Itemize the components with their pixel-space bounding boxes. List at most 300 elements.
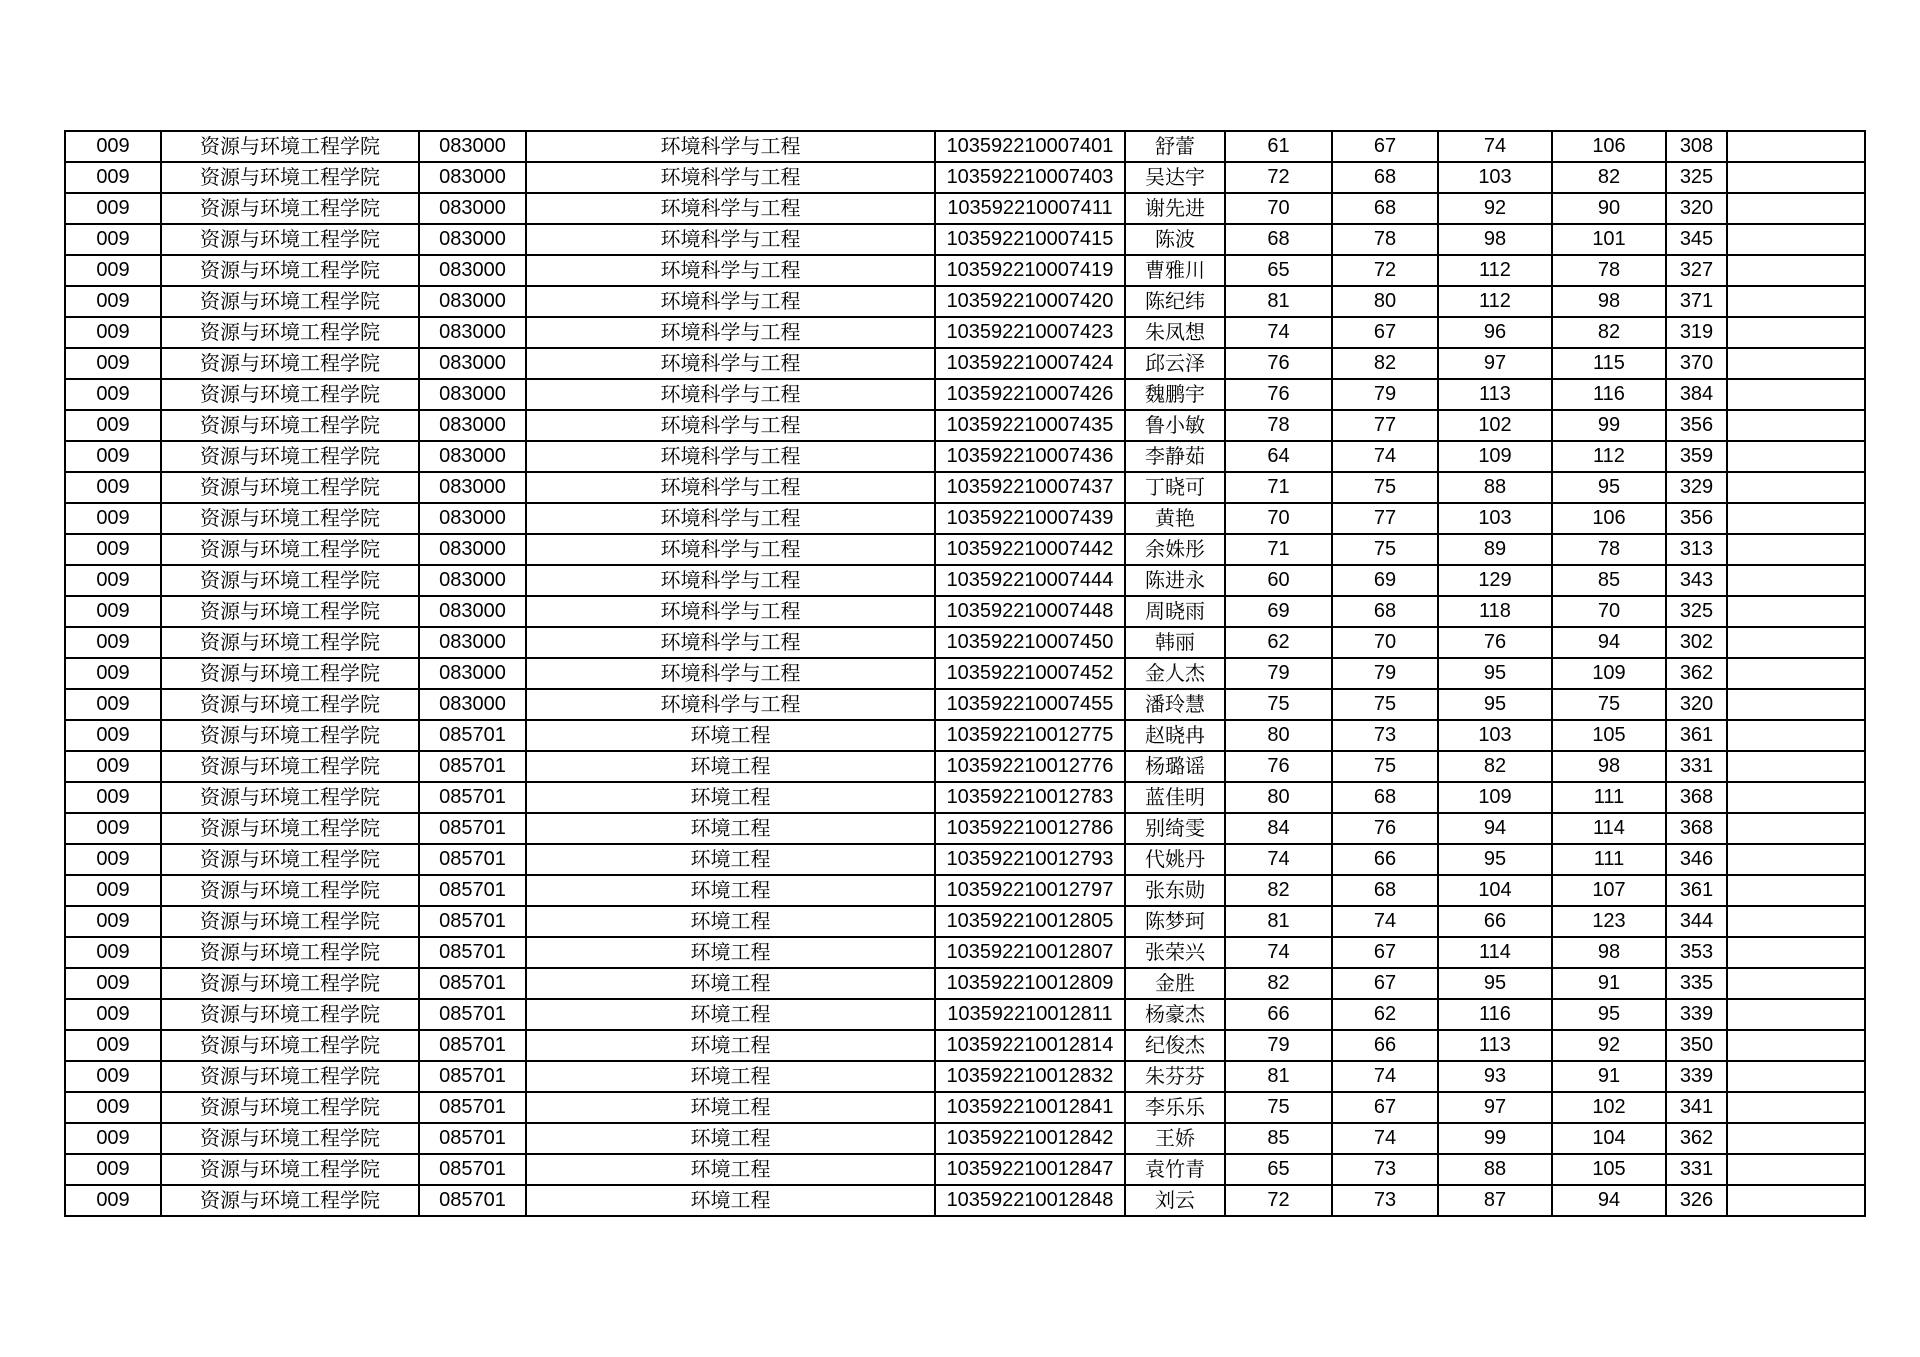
college-name-cell: 资源与环境工程学院: [161, 131, 419, 162]
major-name-cell: 环境科学与工程: [526, 379, 935, 410]
college-code-cell: 009: [65, 596, 161, 627]
major-name-cell: 环境工程: [526, 1185, 935, 1216]
college-code-cell: 009: [65, 1123, 161, 1154]
table-row: [65, 782, 1865, 813]
student-name-cell: 陈进永: [1125, 565, 1225, 596]
score-2-cell: 62: [1332, 999, 1438, 1030]
major-code-cell: 085701: [419, 1061, 526, 1092]
table-row: [65, 1154, 1865, 1185]
score-3-cell: 95: [1438, 689, 1552, 720]
student-name-cell: 纪俊杰: [1125, 1030, 1225, 1061]
remark-cell: [1727, 317, 1865, 348]
table-row: [65, 193, 1865, 224]
college-code-cell: 009: [65, 503, 161, 534]
college-code-cell: 009: [65, 627, 161, 658]
score-1-cell: 74: [1225, 844, 1332, 875]
exam-id-cell: 103592210007444: [935, 565, 1125, 596]
score-4-cell: 98: [1552, 751, 1666, 782]
score-4-cell: 85: [1552, 565, 1666, 596]
score-2-cell: 77: [1332, 503, 1438, 534]
score-sheet: [64, 130, 1864, 1217]
exam-id-cell: 103592210007455: [935, 689, 1125, 720]
remark-cell: [1727, 441, 1865, 472]
score-1-cell: 79: [1225, 658, 1332, 689]
score-3-cell: 116: [1438, 999, 1552, 1030]
table-row: [65, 1061, 1865, 1092]
table-row: [65, 224, 1865, 255]
college-name-cell: 资源与环境工程学院: [161, 193, 419, 224]
score-2-cell: 73: [1332, 720, 1438, 751]
score-1-cell: 65: [1225, 255, 1332, 286]
score-2-cell: 67: [1332, 937, 1438, 968]
college-code-cell: 009: [65, 1092, 161, 1123]
score-1-cell: 71: [1225, 472, 1332, 503]
score-1-cell: 79: [1225, 1030, 1332, 1061]
score-2-cell: 75: [1332, 534, 1438, 565]
score-1-cell: 72: [1225, 1185, 1332, 1216]
total-score-cell: 326: [1666, 1185, 1727, 1216]
college-code-cell: 009: [65, 1154, 161, 1185]
student-name-cell: 邱云泽: [1125, 348, 1225, 379]
score-2-cell: 73: [1332, 1185, 1438, 1216]
total-score-cell: 356: [1666, 503, 1727, 534]
exam-id-cell: 103592210012776: [935, 751, 1125, 782]
score-3-cell: 104: [1438, 875, 1552, 906]
remark-cell: [1727, 720, 1865, 751]
score-3-cell: 113: [1438, 379, 1552, 410]
remark-cell: [1727, 627, 1865, 658]
total-score-cell: 327: [1666, 255, 1727, 286]
score-1-cell: 75: [1225, 1092, 1332, 1123]
major-code-cell: 083000: [419, 441, 526, 472]
score-1-cell: 72: [1225, 162, 1332, 193]
college-code-cell: 009: [65, 813, 161, 844]
total-score-cell: 320: [1666, 193, 1727, 224]
college-code-cell: 009: [65, 224, 161, 255]
score-2-cell: 79: [1332, 379, 1438, 410]
student-name-cell: 谢先进: [1125, 193, 1225, 224]
table-row: [65, 968, 1865, 999]
exam-id-cell: 103592210012775: [935, 720, 1125, 751]
score-3-cell: 94: [1438, 813, 1552, 844]
total-score-cell: 325: [1666, 596, 1727, 627]
exam-id-cell: 103592210012842: [935, 1123, 1125, 1154]
score-4-cell: 78: [1552, 534, 1666, 565]
table-row: [65, 379, 1865, 410]
major-name-cell: 环境科学与工程: [526, 596, 935, 627]
total-score-cell: 362: [1666, 1123, 1727, 1154]
major-code-cell: 085701: [419, 999, 526, 1030]
major-name-cell: 环境工程: [526, 1030, 935, 1061]
exam-id-cell: 103592210007419: [935, 255, 1125, 286]
score-1-cell: 81: [1225, 1061, 1332, 1092]
college-name-cell: 资源与环境工程学院: [161, 410, 419, 441]
remark-cell: [1727, 937, 1865, 968]
score-4-cell: 101: [1552, 224, 1666, 255]
exam-id-cell: 103592210012832: [935, 1061, 1125, 1092]
score-4-cell: 106: [1552, 503, 1666, 534]
total-score-cell: 320: [1666, 689, 1727, 720]
score-3-cell: 96: [1438, 317, 1552, 348]
major-code-cell: 085701: [419, 1123, 526, 1154]
exam-id-cell: 103592210012786: [935, 813, 1125, 844]
score-4-cell: 92: [1552, 1030, 1666, 1061]
major-code-cell: 085701: [419, 1154, 526, 1185]
student-name-cell: 余姝彤: [1125, 534, 1225, 565]
total-score-cell: 345: [1666, 224, 1727, 255]
score-1-cell: 80: [1225, 720, 1332, 751]
exam-id-cell: 103592210007423: [935, 317, 1125, 348]
score-3-cell: 82: [1438, 751, 1552, 782]
major-name-cell: 环境科学与工程: [526, 255, 935, 286]
college-code-cell: 009: [65, 689, 161, 720]
major-code-cell: 083000: [419, 565, 526, 596]
score-4-cell: 70: [1552, 596, 1666, 627]
score-3-cell: 102: [1438, 410, 1552, 441]
total-score-cell: 339: [1666, 999, 1727, 1030]
major-name-cell: 环境工程: [526, 720, 935, 751]
major-name-cell: 环境科学与工程: [526, 627, 935, 658]
remark-cell: [1727, 751, 1865, 782]
table-row: [65, 410, 1865, 441]
table-row: [65, 441, 1865, 472]
major-name-cell: 环境科学与工程: [526, 472, 935, 503]
remark-cell: [1727, 1123, 1865, 1154]
college-code-cell: 009: [65, 937, 161, 968]
score-2-cell: 67: [1332, 968, 1438, 999]
student-name-cell: 刘云: [1125, 1185, 1225, 1216]
table-row: [65, 720, 1865, 751]
student-name-cell: 周晓雨: [1125, 596, 1225, 627]
college-code-cell: 009: [65, 317, 161, 348]
score-3-cell: 109: [1438, 782, 1552, 813]
score-1-cell: 78: [1225, 410, 1332, 441]
score-4-cell: 95: [1552, 472, 1666, 503]
student-name-cell: 李乐乐: [1125, 1092, 1225, 1123]
remark-cell: [1727, 906, 1865, 937]
remark-cell: [1727, 689, 1865, 720]
total-score-cell: 331: [1666, 1154, 1727, 1185]
score-1-cell: 61: [1225, 131, 1332, 162]
college-name-cell: 资源与环境工程学院: [161, 441, 419, 472]
college-code-cell: 009: [65, 286, 161, 317]
major-code-cell: 083000: [419, 193, 526, 224]
score-3-cell: 109: [1438, 441, 1552, 472]
table-row: [65, 658, 1865, 689]
score-4-cell: 78: [1552, 255, 1666, 286]
college-code-cell: 009: [65, 875, 161, 906]
score-3-cell: 113: [1438, 1030, 1552, 1061]
score-4-cell: 102: [1552, 1092, 1666, 1123]
score-4-cell: 123: [1552, 906, 1666, 937]
college-code-cell: 009: [65, 162, 161, 193]
student-name-cell: 蓝佳明: [1125, 782, 1225, 813]
college-name-cell: 资源与环境工程学院: [161, 1123, 419, 1154]
exam-id-cell: 103592210007436: [935, 441, 1125, 472]
major-name-cell: 环境科学与工程: [526, 131, 935, 162]
score-3-cell: 129: [1438, 565, 1552, 596]
exam-id-cell: 103592210012811: [935, 999, 1125, 1030]
exam-id-cell: 103592210007442: [935, 534, 1125, 565]
score-1-cell: 82: [1225, 875, 1332, 906]
student-name-cell: 杨璐谣: [1125, 751, 1225, 782]
score-1-cell: 68: [1225, 224, 1332, 255]
major-name-cell: 环境科学与工程: [526, 348, 935, 379]
table-row: [65, 751, 1865, 782]
major-code-cell: 083000: [419, 131, 526, 162]
score-1-cell: 76: [1225, 751, 1332, 782]
student-name-cell: 潘玲慧: [1125, 689, 1225, 720]
remark-cell: [1727, 286, 1865, 317]
score-3-cell: 95: [1438, 658, 1552, 689]
total-score-cell: 384: [1666, 379, 1727, 410]
exam-id-cell: 103592210012807: [935, 937, 1125, 968]
remark-cell: [1727, 782, 1865, 813]
table-row: [65, 813, 1865, 844]
major-name-cell: 环境科学与工程: [526, 689, 935, 720]
score-3-cell: 112: [1438, 286, 1552, 317]
college-code-cell: 009: [65, 1061, 161, 1092]
score-2-cell: 68: [1332, 875, 1438, 906]
remark-cell: [1727, 224, 1865, 255]
college-code-cell: 009: [65, 751, 161, 782]
score-3-cell: 103: [1438, 720, 1552, 751]
score-1-cell: 71: [1225, 534, 1332, 565]
score-3-cell: 93: [1438, 1061, 1552, 1092]
major-name-cell: 环境科学与工程: [526, 565, 935, 596]
college-code-cell: 009: [65, 348, 161, 379]
score-2-cell: 68: [1332, 162, 1438, 193]
major-code-cell: 085701: [419, 968, 526, 999]
total-score-cell: 335: [1666, 968, 1727, 999]
score-4-cell: 91: [1552, 968, 1666, 999]
score-1-cell: 69: [1225, 596, 1332, 627]
score-3-cell: 89: [1438, 534, 1552, 565]
college-code-cell: 009: [65, 658, 161, 689]
student-name-cell: 李静茹: [1125, 441, 1225, 472]
major-code-cell: 083000: [419, 503, 526, 534]
table-row: [65, 255, 1865, 286]
score-4-cell: 82: [1552, 162, 1666, 193]
score-3-cell: 118: [1438, 596, 1552, 627]
major-code-cell: 083000: [419, 317, 526, 348]
exam-id-cell: 103592210012841: [935, 1092, 1125, 1123]
remark-cell: [1727, 1185, 1865, 1216]
major-name-cell: 环境科学与工程: [526, 534, 935, 565]
college-code-cell: 009: [65, 906, 161, 937]
college-name-cell: 资源与环境工程学院: [161, 162, 419, 193]
remark-cell: [1727, 1061, 1865, 1092]
remark-cell: [1727, 131, 1865, 162]
college-name-cell: 资源与环境工程学院: [161, 596, 419, 627]
student-name-cell: 金人杰: [1125, 658, 1225, 689]
major-code-cell: 085701: [419, 937, 526, 968]
college-name-cell: 资源与环境工程学院: [161, 1092, 419, 1123]
score-4-cell: 90: [1552, 193, 1666, 224]
remark-cell: [1727, 255, 1865, 286]
major-code-cell: 083000: [419, 627, 526, 658]
major-code-cell: 083000: [419, 689, 526, 720]
student-name-cell: 代姚丹: [1125, 844, 1225, 875]
remark-cell: [1727, 999, 1865, 1030]
student-name-cell: 曹雅川: [1125, 255, 1225, 286]
score-3-cell: 103: [1438, 162, 1552, 193]
major-name-cell: 环境工程: [526, 906, 935, 937]
score-1-cell: 60: [1225, 565, 1332, 596]
total-score-cell: 359: [1666, 441, 1727, 472]
table-row: [65, 627, 1865, 658]
exam-id-cell: 103592210007450: [935, 627, 1125, 658]
total-score-cell: 308: [1666, 131, 1727, 162]
score-4-cell: 115: [1552, 348, 1666, 379]
score-1-cell: 75: [1225, 689, 1332, 720]
table-row: [65, 937, 1865, 968]
major-name-cell: 环境工程: [526, 875, 935, 906]
major-code-cell: 083000: [419, 224, 526, 255]
score-1-cell: 81: [1225, 286, 1332, 317]
table-row: [65, 503, 1865, 534]
college-code-cell: 009: [65, 1030, 161, 1061]
score-3-cell: 66: [1438, 906, 1552, 937]
score-3-cell: 88: [1438, 472, 1552, 503]
college-name-cell: 资源与环境工程学院: [161, 689, 419, 720]
student-name-cell: 张东勋: [1125, 875, 1225, 906]
score-4-cell: 116: [1552, 379, 1666, 410]
exam-id-cell: 103592210012814: [935, 1030, 1125, 1061]
student-name-cell: 丁晓可: [1125, 472, 1225, 503]
score-2-cell: 74: [1332, 441, 1438, 472]
table-row: [65, 472, 1865, 503]
student-name-cell: 朱芬芬: [1125, 1061, 1225, 1092]
score-3-cell: 97: [1438, 1092, 1552, 1123]
exam-id-cell: 103592210007437: [935, 472, 1125, 503]
score-2-cell: 68: [1332, 596, 1438, 627]
major-name-cell: 环境科学与工程: [526, 193, 935, 224]
score-4-cell: 104: [1552, 1123, 1666, 1154]
major-name-cell: 环境工程: [526, 1092, 935, 1123]
total-score-cell: 361: [1666, 720, 1727, 751]
total-score-cell: 370: [1666, 348, 1727, 379]
remark-cell: [1727, 379, 1865, 410]
table-row: [65, 689, 1865, 720]
college-code-cell: 009: [65, 441, 161, 472]
score-1-cell: 65: [1225, 1154, 1332, 1185]
total-score-cell: 343: [1666, 565, 1727, 596]
college-name-cell: 资源与环境工程学院: [161, 937, 419, 968]
table-row: [65, 1123, 1865, 1154]
total-score-cell: 371: [1666, 286, 1727, 317]
exam-id-cell: 103592210007448: [935, 596, 1125, 627]
exam-id-cell: 103592210007452: [935, 658, 1125, 689]
college-code-cell: 009: [65, 782, 161, 813]
major-name-cell: 环境工程: [526, 999, 935, 1030]
major-code-cell: 085701: [419, 1185, 526, 1216]
score-1-cell: 81: [1225, 906, 1332, 937]
student-name-cell: 陈梦珂: [1125, 906, 1225, 937]
score-2-cell: 67: [1332, 317, 1438, 348]
score-3-cell: 95: [1438, 844, 1552, 875]
student-name-cell: 张荣兴: [1125, 937, 1225, 968]
major-name-cell: 环境科学与工程: [526, 224, 935, 255]
total-score-cell: 368: [1666, 813, 1727, 844]
college-code-cell: 009: [65, 1185, 161, 1216]
major-name-cell: 环境工程: [526, 782, 935, 813]
score-4-cell: 98: [1552, 937, 1666, 968]
score-2-cell: 67: [1332, 131, 1438, 162]
score-2-cell: 75: [1332, 751, 1438, 782]
major-code-cell: 083000: [419, 348, 526, 379]
score-2-cell: 80: [1332, 286, 1438, 317]
major-code-cell: 083000: [419, 410, 526, 441]
score-1-cell: 76: [1225, 379, 1332, 410]
score-2-cell: 82: [1332, 348, 1438, 379]
exam-id-cell: 103592210012847: [935, 1154, 1125, 1185]
table-row: [65, 999, 1865, 1030]
college-name-cell: 资源与环境工程学院: [161, 472, 419, 503]
college-name-cell: 资源与环境工程学院: [161, 782, 419, 813]
remark-cell: [1727, 503, 1865, 534]
student-name-cell: 朱凤想: [1125, 317, 1225, 348]
score-4-cell: 98: [1552, 286, 1666, 317]
score-1-cell: 80: [1225, 782, 1332, 813]
college-name-cell: 资源与环境工程学院: [161, 534, 419, 565]
table-row: [65, 286, 1865, 317]
college-code-cell: 009: [65, 999, 161, 1030]
score-3-cell: 88: [1438, 1154, 1552, 1185]
score-1-cell: 74: [1225, 317, 1332, 348]
exam-id-cell: 103592210012797: [935, 875, 1125, 906]
score-table-body: [65, 131, 1865, 1216]
college-code-cell: 009: [65, 255, 161, 286]
remark-cell: [1727, 875, 1865, 906]
exam-id-cell: 103592210007403: [935, 162, 1125, 193]
major-name-cell: 环境科学与工程: [526, 441, 935, 472]
score-4-cell: 105: [1552, 1154, 1666, 1185]
student-name-cell: 陈纪纬: [1125, 286, 1225, 317]
college-name-cell: 资源与环境工程学院: [161, 720, 419, 751]
major-code-cell: 083000: [419, 286, 526, 317]
college-name-cell: 资源与环境工程学院: [161, 751, 419, 782]
score-4-cell: 99: [1552, 410, 1666, 441]
remark-cell: [1727, 565, 1865, 596]
college-name-cell: 资源与环境工程学院: [161, 906, 419, 937]
college-code-cell: 009: [65, 720, 161, 751]
student-name-cell: 魏鹏宇: [1125, 379, 1225, 410]
score-3-cell: 97: [1438, 348, 1552, 379]
total-score-cell: 302: [1666, 627, 1727, 658]
college-name-cell: 资源与环境工程学院: [161, 1061, 419, 1092]
table-row: [65, 875, 1865, 906]
score-2-cell: 66: [1332, 844, 1438, 875]
major-name-cell: 环境工程: [526, 937, 935, 968]
score-3-cell: 74: [1438, 131, 1552, 162]
exam-id-cell: 103592210007420: [935, 286, 1125, 317]
score-1-cell: 66: [1225, 999, 1332, 1030]
score-4-cell: 106: [1552, 131, 1666, 162]
score-2-cell: 75: [1332, 689, 1438, 720]
score-2-cell: 74: [1332, 1061, 1438, 1092]
major-code-cell: 085701: [419, 813, 526, 844]
remark-cell: [1727, 658, 1865, 689]
score-1-cell: 76: [1225, 348, 1332, 379]
exam-id-cell: 103592210007415: [935, 224, 1125, 255]
major-name-cell: 环境工程: [526, 813, 935, 844]
college-name-cell: 资源与环境工程学院: [161, 1030, 419, 1061]
score-4-cell: 105: [1552, 720, 1666, 751]
score-2-cell: 69: [1332, 565, 1438, 596]
table-row: [65, 906, 1865, 937]
exam-id-cell: 103592210012809: [935, 968, 1125, 999]
